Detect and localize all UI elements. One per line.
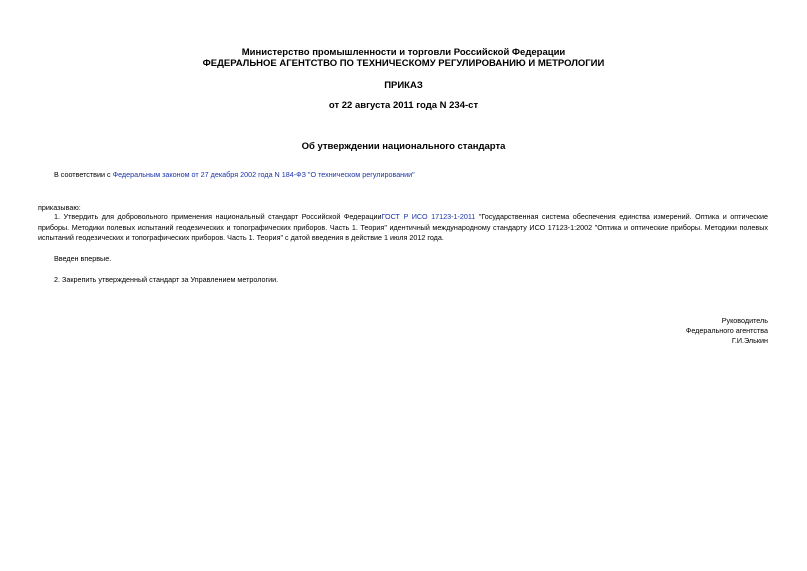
ministry-name: Министерство промышленности и торговли Российской Федерации [241,47,566,58]
federal-law-link[interactable]: Федеральным законом от 27 декабря 2002 года N 184-ФЗ "О техническом регулировании" [112,170,415,179]
order-item-2: 2. Закрепить утвержденный стандарт за Управлением метрологии. [54,275,279,284]
document-subject: Об утверждении национального стандарта [301,141,506,152]
order-word: приказываю: [38,203,81,212]
signature-title-line2: Федерального агентства [685,326,768,335]
signature-title-line1: Руководитель [721,316,768,325]
document-date: от 22 августа 2011 года N 234-ст [328,100,479,111]
agency-name: ФЕДЕРАЛЬНОЕ АГЕНТСТВО ПО ТЕХНИЧЕСКОМУ РЕГУЛИРОВАНИЮ И МЕТРОЛОГИИ [202,58,605,69]
document-type: ПРИКАЗ [384,80,423,91]
order-item-1 [38,212,768,244]
first-time-note: Введен впервые. [54,254,112,263]
item1-suffix: "Государственная система обеспечения единства измерений. Оптика и оптические приборы. Методики полевых испытаний геодезических и топографических приборов. Часть 1. Теория" идентичный международному стандарту ИСО 17123-1:2002 "Оптика и оптические приборы. Методики полевых испытаний геодезических и топографических приборов. Часть 1. Теория" с датой введения в действие 1 июля 2012 года. [38,212,768,243]
preamble-prefix: В соответствии с [54,170,113,179]
signature-name: Г.И.Элькин [731,336,768,345]
item1-prefix: 1. Утвердить для добровольного применения национальный стандарт Российской Федерации [54,212,382,221]
preamble [54,170,415,181]
gost-standard-link[interactable]: ГОСТ Р ИСО 17123-1-2011 [381,212,476,221]
